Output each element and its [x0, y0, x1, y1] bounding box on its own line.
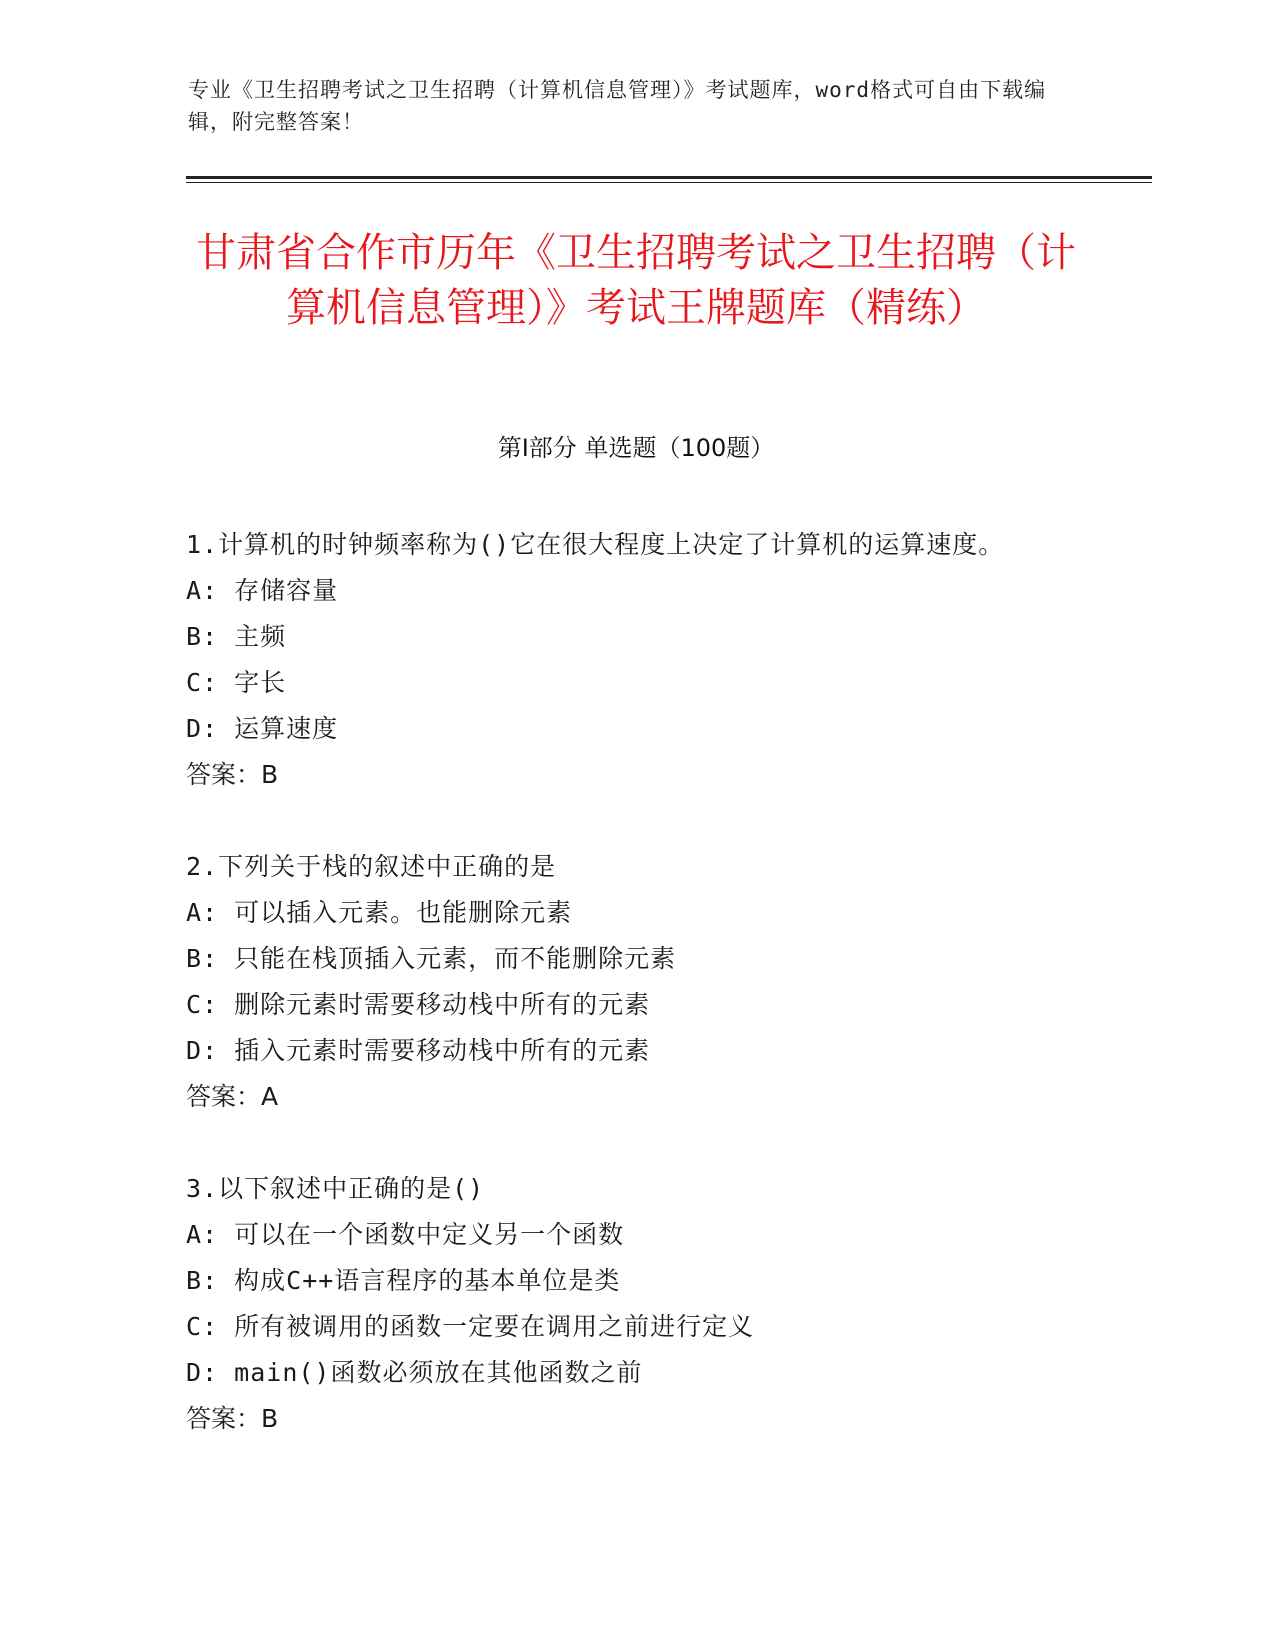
question-1 — [186, 522, 1066, 798]
question-number: 1. — [186, 530, 219, 559]
question-text: 计算机的时钟频率称为()它在很大程度上决定了计算机的运算速度。 — [218, 530, 1005, 559]
document-title: 甘肃省合作市历年《卫生招聘考试之卫生招聘（计算机信息管理）》考试王牌题库（精练） — [196, 230, 1076, 331]
question-list — [186, 522, 1066, 1488]
question-number: 3. — [186, 1174, 219, 1203]
option-b — [186, 936, 1066, 982]
option-label: A: — [186, 1220, 219, 1249]
answer-label: 答案： — [186, 1404, 262, 1433]
option-label: B: — [186, 622, 219, 651]
question-stem — [186, 1166, 1066, 1212]
header-divider-thin — [186, 182, 1152, 183]
answer-line — [186, 752, 1066, 798]
option-label: D: — [186, 1358, 219, 1387]
answer-value: B — [261, 760, 279, 789]
option-c — [186, 982, 1066, 1028]
answer-line — [186, 1396, 1066, 1442]
header-note: 专业《卫生招聘考试之卫生招聘（计算机信息管理）》考试题库，word格式可自由下载编辑，附完整答案！ — [188, 78, 1047, 134]
option-label: A: — [186, 898, 219, 927]
option-text: 可以在一个函数中定义另一个函数 — [234, 1220, 625, 1249]
option-c — [186, 1304, 1066, 1350]
option-text: main()函数必须放在其他函数之前 — [234, 1358, 643, 1387]
answer-value: B — [261, 1404, 279, 1433]
option-c — [186, 660, 1066, 706]
option-a — [186, 890, 1066, 936]
header-divider-thick — [186, 176, 1152, 179]
option-text: 所有被调用的函数一定要在调用之前进行定义 — [234, 1312, 755, 1341]
question-stem — [186, 522, 1066, 568]
question-3 — [186, 1166, 1066, 1442]
option-label: D: — [186, 714, 219, 743]
option-label: D: — [186, 1036, 219, 1065]
option-a — [186, 1212, 1066, 1258]
option-text: 主频 — [234, 622, 287, 651]
option-d — [186, 1350, 1066, 1396]
option-text: 只能在栈顶插入元素，而不能删除元素 — [234, 944, 677, 973]
option-label: B: — [186, 1266, 219, 1295]
option-text: 插入元素时需要移动栈中所有的元素 — [234, 1036, 651, 1065]
question-stem — [186, 844, 1066, 890]
option-label: C: — [186, 990, 219, 1019]
option-a — [186, 568, 1066, 614]
option-text: 字长 — [234, 668, 287, 697]
option-label: C: — [186, 1312, 219, 1341]
question-number: 2. — [186, 852, 219, 881]
section-heading: 第Ⅰ部分 单选题（100题） — [497, 434, 775, 462]
option-text: 运算速度 — [234, 714, 339, 743]
option-d — [186, 1028, 1066, 1074]
option-label: A: — [186, 576, 219, 605]
question-text: 以下叙述中正确的是() — [218, 1174, 485, 1203]
option-label: C: — [186, 668, 219, 697]
answer-value: A — [261, 1082, 279, 1111]
answer-label: 答案： — [186, 1082, 262, 1111]
option-label: B: — [186, 944, 219, 973]
option-text: 删除元素时需要移动栈中所有的元素 — [234, 990, 651, 1019]
option-b — [186, 614, 1066, 660]
option-d — [186, 706, 1066, 752]
option-text: 存储容量 — [234, 576, 339, 605]
question-text: 下列关于栈的叙述中正确的是 — [218, 852, 557, 881]
option-b — [186, 1258, 1066, 1304]
option-text: 可以插入元素。也能删除元素 — [234, 898, 573, 927]
answer-label: 答案： — [186, 760, 262, 789]
answer-line — [186, 1074, 1066, 1120]
question-2 — [186, 844, 1066, 1120]
option-text: 构成C++语言程序的基本单位是类 — [234, 1266, 621, 1295]
